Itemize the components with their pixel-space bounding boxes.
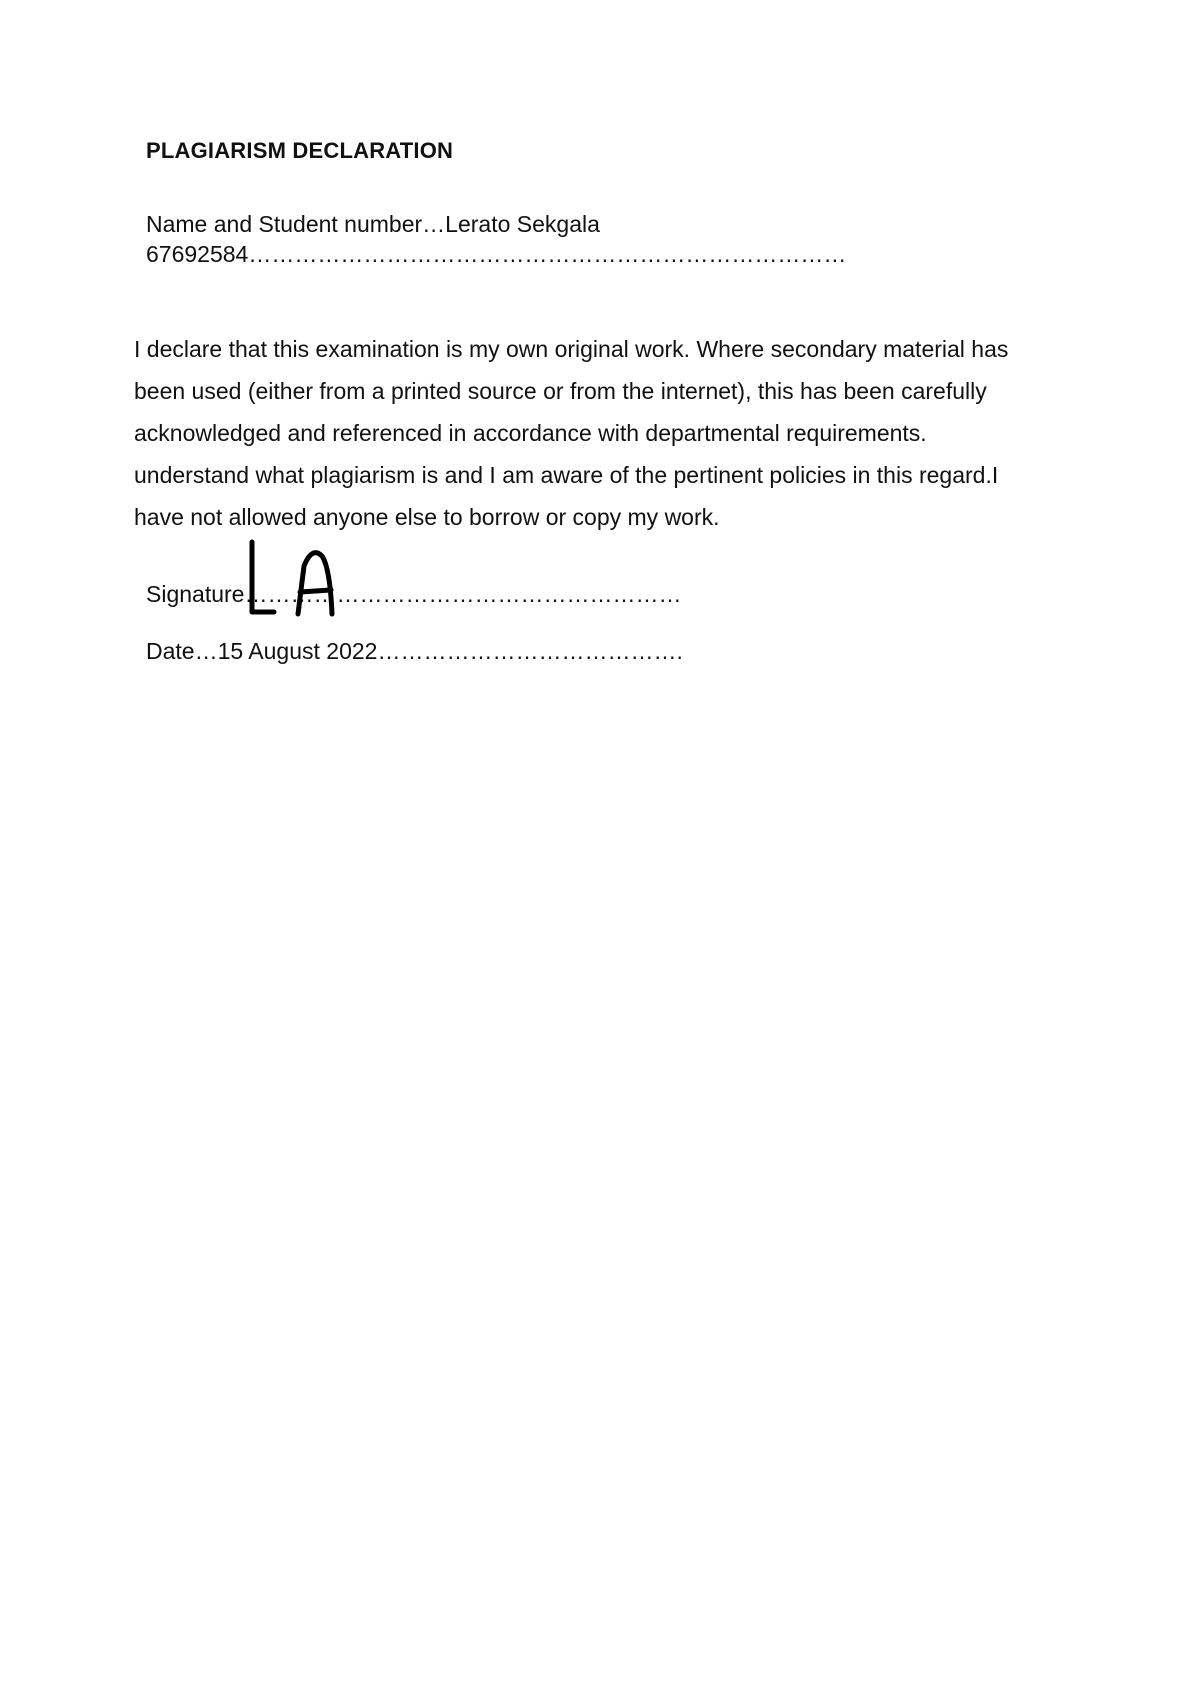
declaration-paragraph: I declare that this examination is my own original work. Where secondary material has been used (either from a printed source or from the internet), this has been carefully acknowledged and referenced in accordance with departmental requirements. understand what plagiarism is and I am aware of the pertinent policies in this regard.I have not allowed anyone else to borrow or copy my work.	[134, 336, 1009, 530]
student-number-line: 67692584……………………………………………………………………	[146, 241, 847, 267]
name-and-student-number: Name and Student number…Lerato Sekgala	[146, 211, 600, 237]
handwritten-signature	[246, 538, 346, 620]
document-title: PLAGIARISM DECLARATION	[146, 138, 454, 163]
signature-line: Signature…………………………………………………	[146, 581, 682, 607]
date-line: Date…15 August 2022………………………………….	[146, 638, 683, 664]
